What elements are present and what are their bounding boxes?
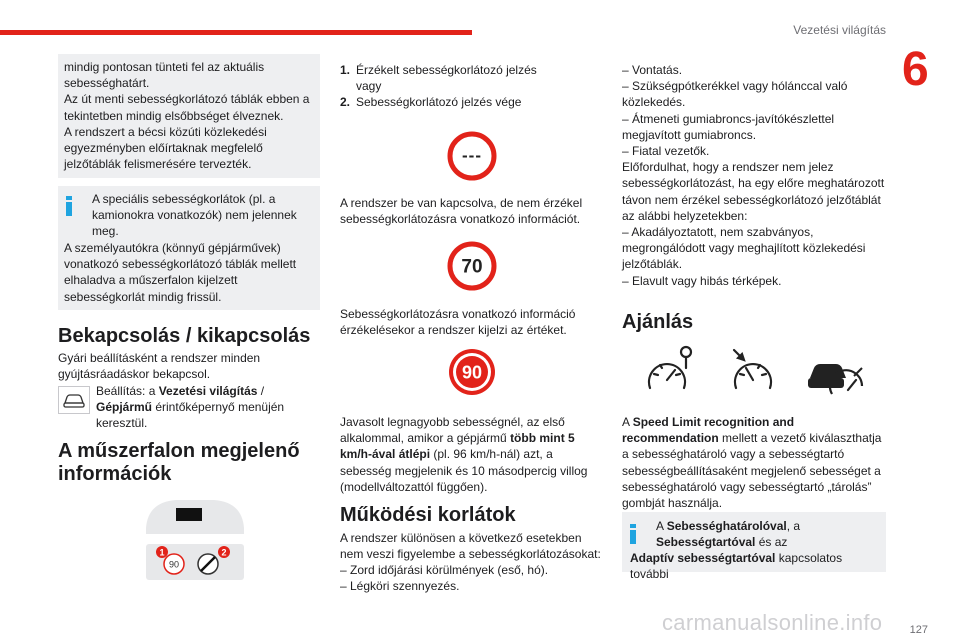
sign-dashes: --- bbox=[462, 146, 482, 165]
info-box-text-line3: Adaptív sebességtartóval kapcsolatos további bbox=[630, 551, 843, 582]
info-box bbox=[622, 512, 886, 582]
limits-continued: – Vontatás. – Szükségpótkerékkel vagy hólánccal való közlekedés. – Átmeneti gumiabroncs-javítókészlettel megjavított gumiabroncs. – Fiatal vezetők. Előfordulhat, hogy a rendszer nem jelez sebességkorlátozást, ha egy előre meghatározott távon nem érzékel sebességkorlátozó jelzőtáblát az alábbi helyzetekben: – Akadályoztatott, nem szabványos, megrongálódott vagy meghajlított közlekedési jelzőtáblák. – Elavult vagy hibás térképek. bbox=[622, 63, 885, 288]
sign-90 bbox=[446, 346, 498, 403]
list-item: – Zord időjárási körülmények (eső, hó). bbox=[340, 563, 549, 577]
sign-70-label: 70 bbox=[461, 256, 483, 278]
para-detected: Sebességkorlátozásra vonatkozó információ érzékelésekor a rendszer kijelzi az értéket. bbox=[340, 307, 576, 338]
car-settings-icon bbox=[58, 386, 90, 414]
info-icon bbox=[66, 196, 72, 216]
page-number: 127 bbox=[909, 624, 928, 636]
info-box-first: A speciális sebességkorlátok (pl. a kamionokra vonatkozók) nem jelennek meg. bbox=[92, 192, 297, 239]
cluster-illustration bbox=[140, 490, 250, 582]
info-icon bbox=[630, 524, 636, 544]
cruise-control-icon bbox=[734, 350, 771, 388]
limits-list bbox=[340, 562, 602, 594]
section-title: Vezetési világítás bbox=[793, 23, 886, 37]
heading-limits: Működési korlátok bbox=[340, 504, 516, 526]
watermark: carmanualsonline.info bbox=[662, 610, 883, 635]
adaptive-cruise-icon bbox=[808, 364, 862, 394]
activation-intro: Gyári beállításként a rendszer minden gyújtásráadáskor bekapcsol. bbox=[58, 351, 261, 382]
info-box-text-line2: Sebességtartóval és az bbox=[656, 535, 788, 549]
cluster-speed-label: 90 bbox=[168, 559, 180, 570]
legend-item: 1. Érzékelt sebességkorlátozó jelzés vagy bbox=[340, 63, 537, 94]
limits-intro: A rendszer különösen a következő esetekben nem veszi figyelembe a sebességkorlátozásokat: bbox=[340, 531, 601, 562]
header-accent-bar bbox=[0, 30, 472, 35]
heading-display: A műszerfalon megjelenő információk bbox=[58, 440, 300, 485]
sign-no-limit bbox=[446, 130, 498, 187]
note-box-text: mindig pontosan tünteti fel az aktuális sebességhatárt. Az út menti sebességkorlátozó táblák ebben a tekintetben mindig elsőbbséget élveznek. A rendszert a bécsi közúti közlekedési egyezményben előírtaknak megfelelő jelzőtáblák felismerésére tervezték. bbox=[64, 60, 310, 172]
note-box bbox=[58, 54, 320, 178]
sign-90-label: 90 bbox=[461, 362, 483, 383]
legend-item: 2. Sebességkorlátozó jelzés vége bbox=[340, 95, 522, 110]
callout-1: 1 bbox=[159, 547, 165, 558]
para-recommendation: A Speed Limit recognition and recommendation mellett a vezető kiválaszthatja a sebességhatároló vagy a sebességtartó sebességbeállításaként megjelenő sebességet a sebességhatároló vagy sebességtartó „tárolás” gombját használja. bbox=[622, 415, 882, 511]
list-item: – Légköri szennyezés. bbox=[340, 579, 460, 594]
para-no-info: A rendszer be van kapcsolva, de nem érzékel sebességkorlátozásra vonatkozó információt. bbox=[340, 196, 583, 227]
heading-recommendation: Ajánlás bbox=[622, 311, 694, 333]
para-exceed: Javasolt legnagyobb sebességnél, az első alkalommal, amikor a gépjármű több mint 5 km/h-ával átlépi (pl. 96 km/h-nál) azt, a sebesség megjelenik és 10 másodpercig villog (modellváltozattól függően). bbox=[340, 415, 588, 494]
heading-activation: Bekapcsolás / kikapcsolás bbox=[58, 325, 311, 347]
speed-icons-row bbox=[640, 344, 880, 404]
chapter-number: 6 bbox=[902, 43, 929, 96]
legend-list bbox=[340, 62, 602, 111]
info-box bbox=[58, 186, 320, 310]
info-box-rest: A személyautókra (könnyű gépjárművek) vonatkozó sebességkorlátozó táblák mellett elhaladva a műszerfalon kijelzett sebességkorlát mindig frissül. bbox=[64, 241, 297, 304]
sign-70 bbox=[446, 240, 498, 297]
settings-path: Beállítás: a Vezetési világítás / Gépjármű érintőképernyő menüjén keresztül. bbox=[96, 384, 285, 431]
info-box-text-line1: A Sebességhatárolóval, a bbox=[656, 519, 801, 533]
callout-2: 2 bbox=[221, 547, 227, 558]
speed-limiter-icon bbox=[649, 347, 691, 388]
